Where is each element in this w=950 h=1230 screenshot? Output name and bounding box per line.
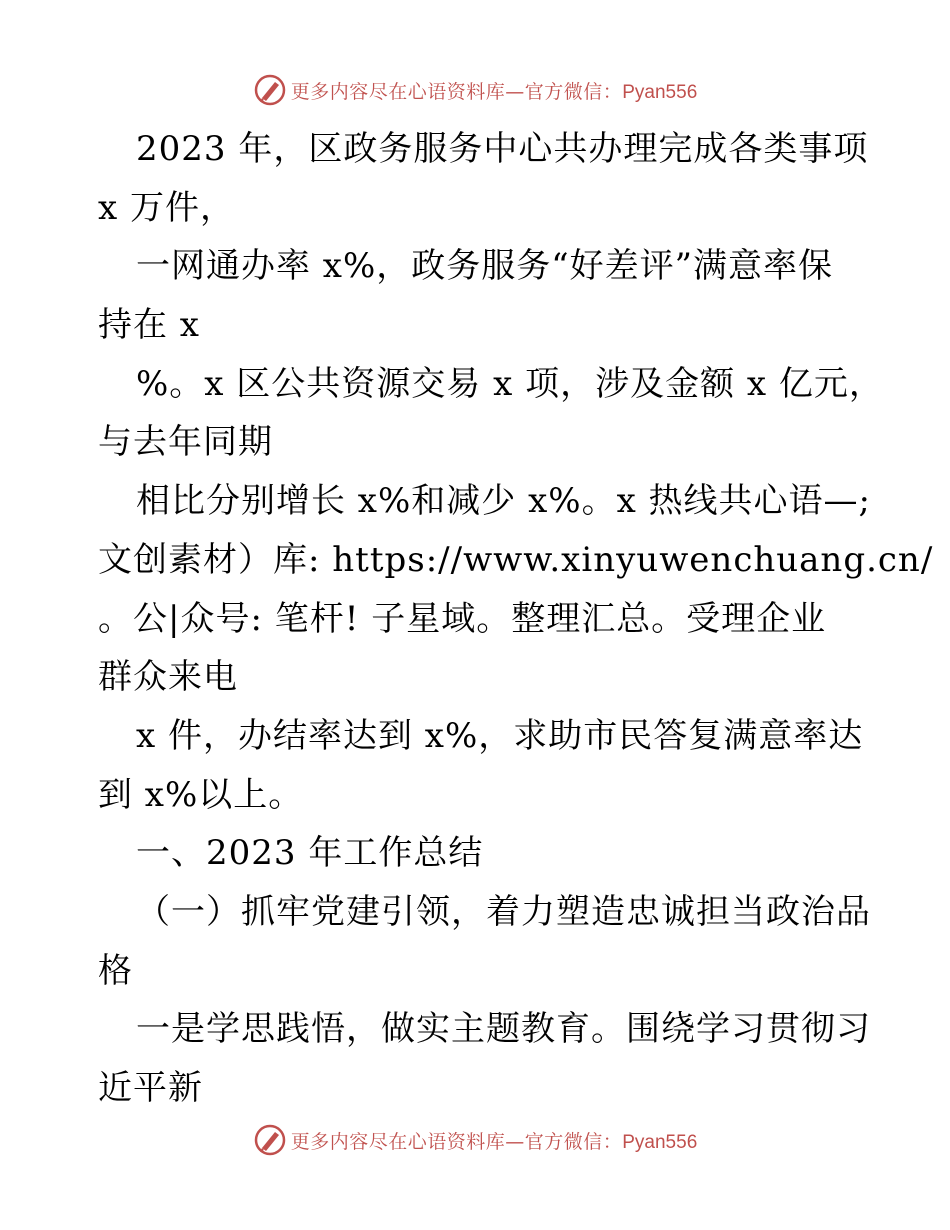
text-line: 与去年同期 (98, 422, 273, 463)
text-line: 2023 年，区政务服务中心共办理完成各类事项 (136, 129, 869, 169)
text-line: （一）抓牢党建引领，着力塑造忠诚担当政治品 (136, 891, 871, 932)
text-line: 相比分别增长 x%和减少 x%。x 热线共心语—; (136, 481, 872, 522)
watermark-text: 更多内容尽在心语资料库—官方微信：Pyan556 (290, 1130, 698, 1153)
footer-watermark (0, 1120, 950, 1160)
text-line: 一网通办率 x%，政务服务“好差评”满意率保 (136, 246, 834, 287)
pen-logo-icon (253, 1123, 287, 1157)
text-line: 持在 x (98, 305, 200, 346)
document-body (98, 120, 934, 1118)
text-line: 格 (98, 950, 133, 991)
text-line: 文创素材）库: https://www.xinyuwenchuang.cn/ (98, 539, 934, 580)
text-line: x 件，办结率达到 x%，求助市民答复满意率达 (136, 715, 864, 756)
header-watermark (0, 70, 950, 110)
text-line: 近平新 (98, 1068, 203, 1108)
pen-logo-icon (253, 73, 287, 107)
watermark-text: 更多内容尽在心语资料库—官方微信：Pyan556 (290, 80, 698, 103)
text-line: x 万件， (98, 187, 235, 228)
text-line: 到 x%以上。 (98, 774, 304, 815)
text-line: %。x 区公共资源交易 x 项，涉及金额 x 亿元， (136, 363, 884, 404)
text-line: 一、2023 年工作总结 (136, 833, 484, 874)
text-line: 一是学思践悟，做实主题教育。围绕学习贯彻习 (136, 1009, 871, 1050)
text-line: 。公|众号: 笔杆! 子星域。整理汇总。受理企业 (98, 598, 827, 639)
text-line: 群众来电 (98, 657, 238, 698)
